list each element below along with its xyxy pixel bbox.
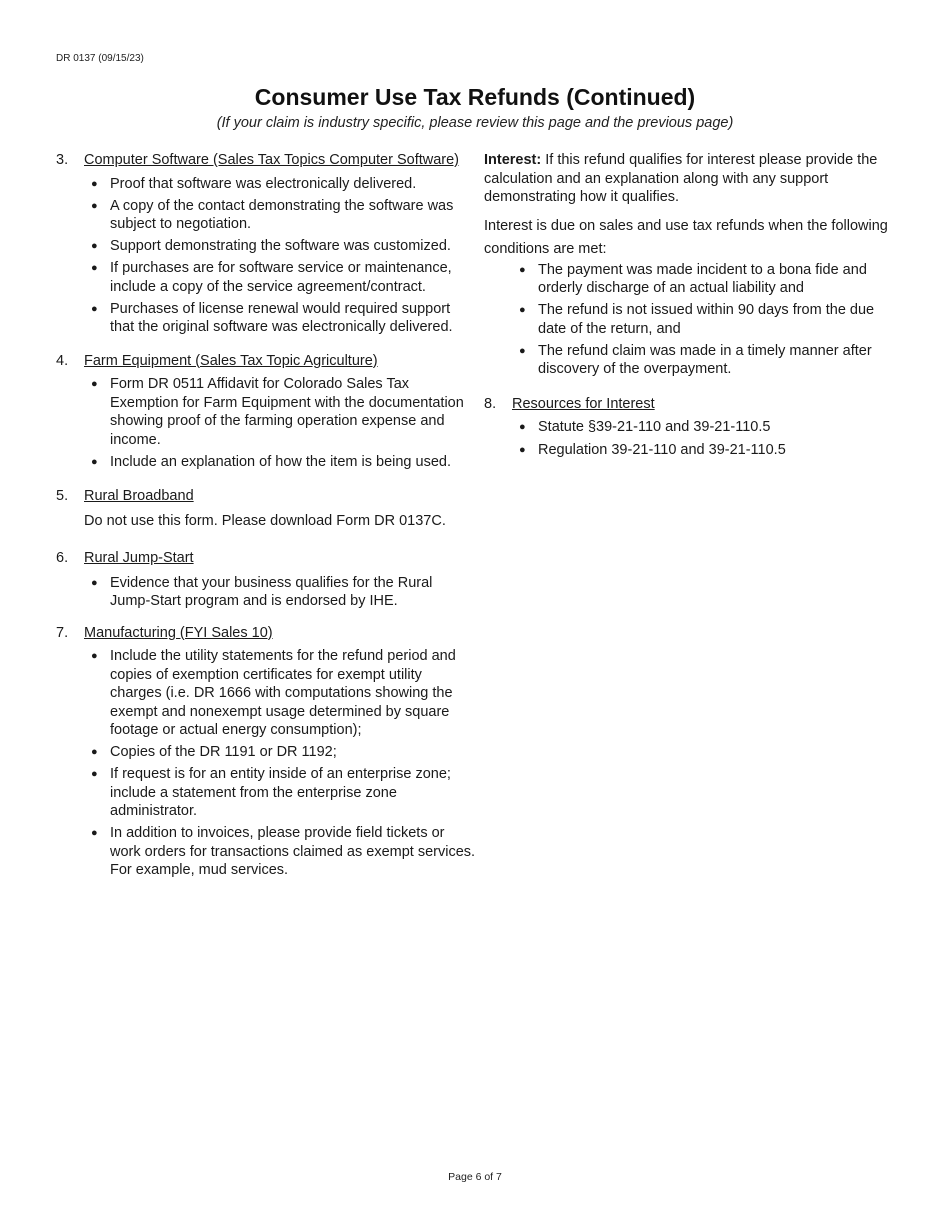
list-item: ● Copies of the DR 1191 or DR 1192; <box>84 743 476 762</box>
section-text: Do not use this form. Please download Form DR 0137C. <box>84 512 446 529</box>
list-item: ● Purchases of license renewal would required support that the original software was electronically delivered. <box>84 300 476 337</box>
bullet-list <box>512 418 904 459</box>
list-item: ● A copy of the contact demonstrating the software was subject to negotiation. <box>84 197 476 234</box>
section-rural-broadband <box>56 487 476 530</box>
form-id: DR 0137 (09/15/23) <box>56 53 144 64</box>
right-column <box>484 151 904 463</box>
list-item: ● Include an explanation of how the item is being used. <box>84 453 476 472</box>
list-item: ● Support demonstrating the software was customized. <box>84 237 476 256</box>
bullet-list <box>84 175 476 337</box>
list-item: ● Statute §39-21-110 and 39-21-110.5 <box>512 418 904 437</box>
page-subtitle: (If your claim is industry specific, please review this page and the previous page) <box>216 115 734 131</box>
list-item: ● The refund claim was made in a timely manner after discovery of the overpayment. <box>512 342 904 379</box>
list-item: ● Regulation 39-21-110 and 39-21-110.5 <box>512 441 904 460</box>
interest-text: If this refund qualifies for interest please provide the calculation and an explanation along with any support demonstrating how it qualifies. <box>484 152 878 205</box>
section-resources-for-interest <box>484 395 904 460</box>
page-number: Page 6 of 7 <box>448 1171 502 1183</box>
bullet-list <box>84 647 476 880</box>
section-heading: Rural Jump-Start <box>84 550 194 566</box>
section-number: 4. <box>56 352 69 369</box>
page-title: Consumer Use Tax Refunds (Continued) <box>254 84 696 110</box>
interest-paragraph <box>484 151 904 207</box>
section-heading: Computer Software (Sales Tax Topics Computer Software) <box>84 152 460 168</box>
bullet-list <box>512 261 904 379</box>
interest-label: Interest: <box>484 152 542 168</box>
interest-conditions-intro: Interest is due on sales and use tax refunds when the following conditions are met: <box>484 217 888 257</box>
list-item: ● Evidence that your business qualifies for the Rural Jump-Start program and is endorsed by IHE. <box>84 574 476 611</box>
section-manufacturing <box>56 624 476 880</box>
left-column <box>56 151 476 883</box>
list-item: ● If request is for an entity inside of an enterprise zone; include a statement from the enterprise zone administrator. <box>84 765 476 821</box>
list-item: ● The refund is not issued within 90 days from the due date of the return, and <box>512 301 904 338</box>
section-number: 8. <box>484 395 497 412</box>
list-item: ● Proof that software was electronically delivered. <box>84 175 476 194</box>
list-item: ● The payment was made incident to a bona fide and orderly discharge of an actual liability and <box>512 261 904 298</box>
section-computer-software <box>56 151 476 337</box>
section-farm-equipment <box>56 352 476 472</box>
list-item: ● Form DR 0511 Affidavit for Colorado Sales Tax Exemption for Farm Equipment with the documentation showing proof of the farming operation expense and income. <box>84 375 476 449</box>
section-heading: Farm Equipment (Sales Tax Topic Agriculture) <box>84 352 378 369</box>
section-heading: Rural Broadband <box>84 488 194 504</box>
list-item: ● In addition to invoices, please provide field tickets or work orders for transactions claimed as exempt services. For example, mud services. <box>84 824 476 880</box>
section-number: 5. <box>56 488 69 504</box>
list-item: ● Include the utility statements for the refund period and copies of exemption certificates for exempt utility charges (i.e. DR 1666 with computations showing the exempt and nonexempt usage determined by square footage or actual energy consumption); <box>84 647 476 740</box>
section-number: 6. <box>56 550 69 566</box>
section-rural-jump-start <box>56 549 476 611</box>
bullet-list <box>84 375 476 471</box>
bullet-list <box>84 574 476 611</box>
section-heading: Resources for Interest <box>512 395 655 412</box>
list-item: ● If purchases are for software service or maintenance, include a copy of the service agreement/contract. <box>84 259 476 296</box>
section-number: 3. <box>56 152 69 168</box>
section-number: 7. <box>56 624 69 641</box>
section-heading: Manufacturing (FYI Sales 10) <box>84 624 273 641</box>
interest-conditions <box>484 261 904 379</box>
